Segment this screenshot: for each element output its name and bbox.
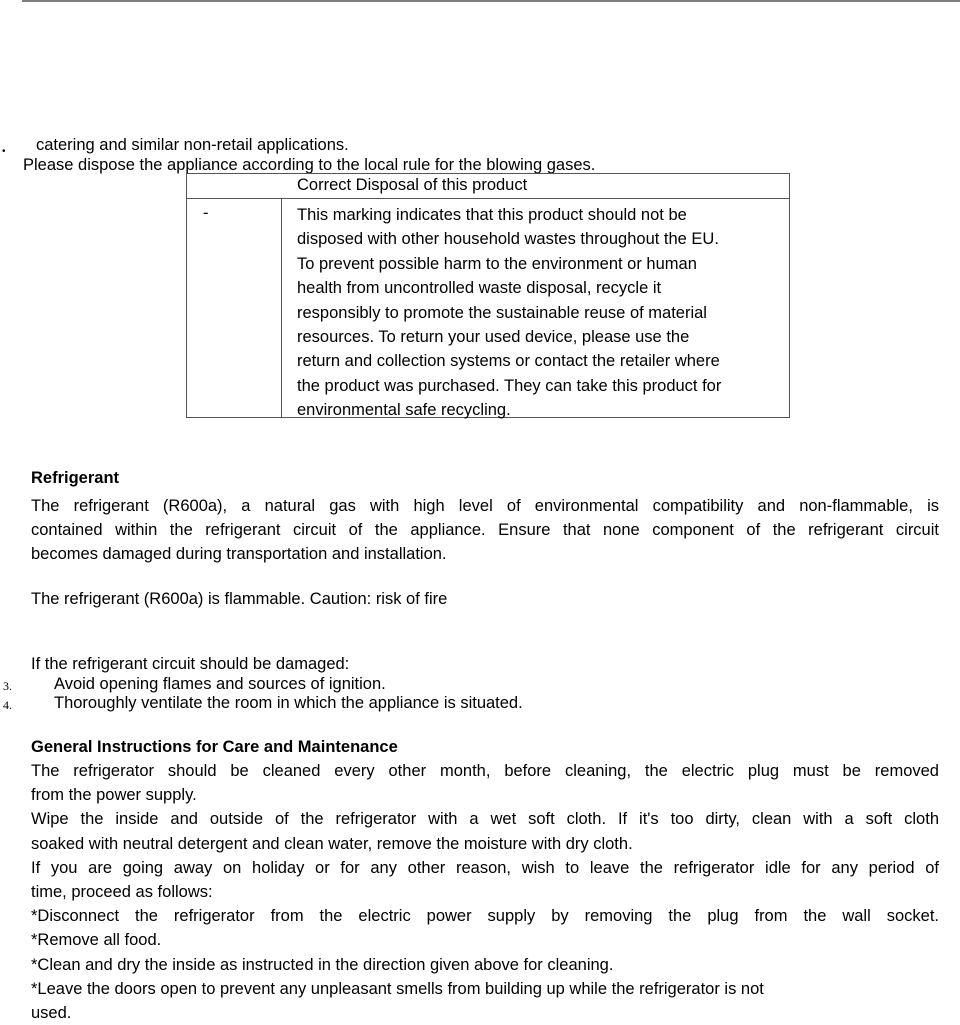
list-item: Thoroughly ventilate the room in which the appliance is situated. <box>54 694 523 712</box>
table-column-divider <box>281 198 282 418</box>
care-line: soaked with neutral detergent and clean water, remove the moisture with dry cloth. <box>31 834 633 853</box>
disposal-line: This marking indicates that this product should not be <box>297 206 687 224</box>
care-line: used. <box>31 1004 72 1023</box>
disposal-dash: - <box>203 204 209 222</box>
list-number: 3. <box>3 679 12 693</box>
intro-bullet-text: catering and similar non-retail applications. <box>36 136 349 154</box>
disposal-heading: Correct Disposal of this product <box>297 176 528 194</box>
table-header-divider <box>186 198 790 199</box>
bullet-icon: • <box>2 146 6 157</box>
care-line: If you are going away on holiday or for any other reason, wish to leave the refrigerator idle for any period of <box>31 858 939 877</box>
damage-intro: If the refrigerant circuit should be damaged: <box>31 655 350 673</box>
care-line: *Remove all food. <box>31 931 162 950</box>
care-line: *Leave the doors open to prevent any unpleasant smells from building up while the refrigerator is not <box>31 979 764 998</box>
flammable-warning: The refrigerant (R600a) is flammable. Caution: risk of fire <box>31 590 448 608</box>
disposal-line: disposed with other household wastes throughout the EU. <box>297 230 719 249</box>
list-number: 4. <box>3 698 12 712</box>
disposal-line: the product was purchased. They can take this product for <box>297 376 722 395</box>
care-heading: General Instructions for Care and Maintenance <box>31 738 398 756</box>
paragraph-line: The refrigerant (R600a), a natural gas with high level of environmental compatibility and non-flammable, is <box>31 497 939 515</box>
refrigerant-paragraph <box>31 494 939 567</box>
dispose-instruction: Please dispose the appliance according to the local rule for the blowing gases. <box>23 156 596 174</box>
paragraph-line: becomes damaged during transportation and installation. <box>31 545 447 564</box>
top-rule <box>22 0 960 2</box>
care-line: The refrigerator should be cleaned every other month, before cleaning, the electric plug must be removed <box>31 762 939 780</box>
refrigerant-heading: Refrigerant <box>31 469 120 487</box>
list-item: Avoid opening flames and sources of ignition. <box>54 675 386 693</box>
care-line: *Clean and dry the inside as instructed in the direction given above for cleaning. <box>31 955 614 974</box>
care-line: from the power supply. <box>31 786 197 805</box>
disposal-line: responsibly to promote the sustainable reuse of material <box>297 303 707 322</box>
care-line: *Disconnect the refrigerator from the electric power supply by removing the plug from the wall socket. <box>31 907 939 926</box>
care-line: Wipe the inside and outside of the refrigerator with a wet soft cloth. If it's too dirty, clean with a soft cloth <box>31 810 939 829</box>
care-text <box>31 759 939 1025</box>
disposal-line: health from uncontrolled waste disposal, recycle it <box>297 279 662 298</box>
disposal-line: resources. To return your used device, please use the <box>297 328 690 347</box>
disposal-text <box>297 203 787 423</box>
paragraph-line: contained within the refrigerant circuit of the appliance. Ensure that none component of the refrigerant circuit <box>31 521 939 540</box>
care-line: time, proceed as follows: <box>31 883 213 902</box>
disposal-line: environmental safe recycling. <box>297 401 511 420</box>
disposal-line: return and collection systems or contact the retailer where <box>297 352 720 371</box>
disposal-line: To prevent possible harm to the environment or human <box>297 254 697 273</box>
